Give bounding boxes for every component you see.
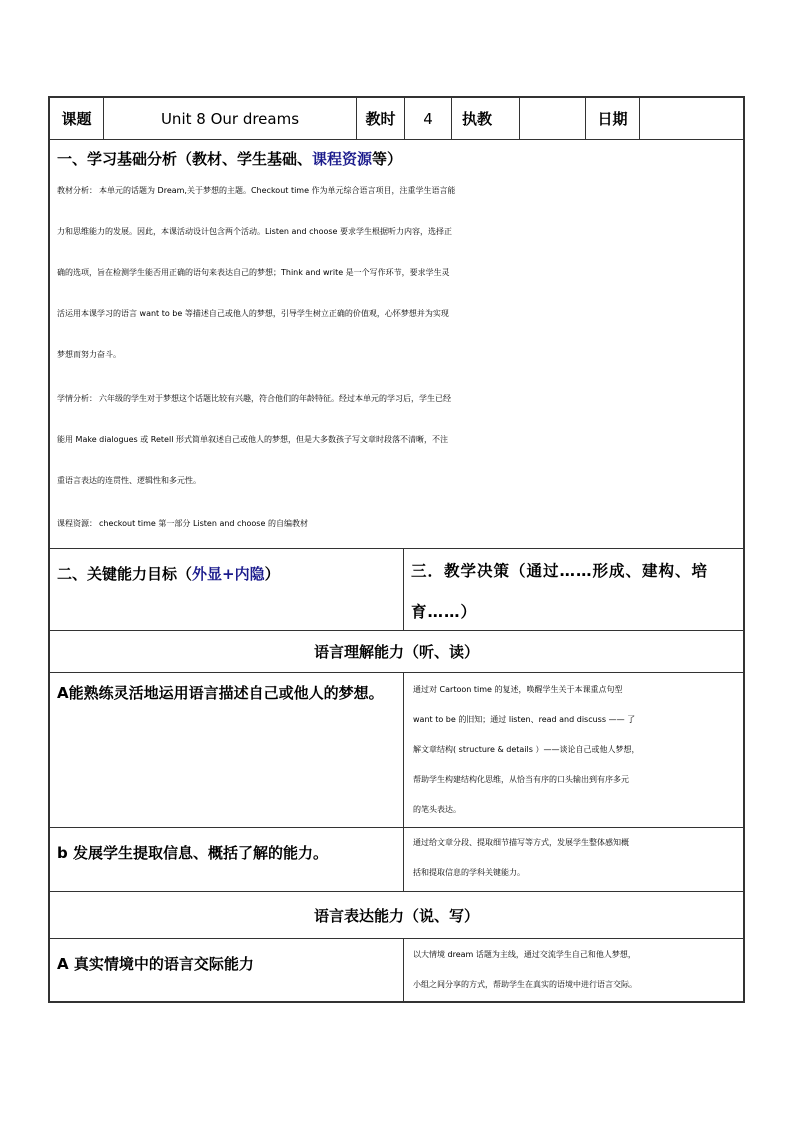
comprehension-goal-a-row xyxy=(50,673,743,828)
expression-strategy-a: 以大情境 dream 话题为主线，通过交流学生自己和他人梦想， 小组之间分享的方式，帮助学生在真实的语境中进行语言交际。 xyxy=(413,950,637,989)
student-analysis: 学情分析： 六年级的学生对于梦想这个话题比较有兴趣，符合他们的年龄特征。经过本单元的学习后，学生已经 能用 Make dialogues 或 Retell 形式简单叙述自己或他人的梦想，但是大多数孩子写文章时段落不清晰，不注 重语言表达的连贯性、逻辑性和多元性。 xyxy=(57,394,451,485)
key-ability-goals-heading: 二、关键能力目标（外显+内隐） xyxy=(57,565,280,583)
date-label: 日期 xyxy=(597,110,628,128)
textbook-analysis: 教材分析： 本单元的话题为 Dream,关于梦想的主题。Checkout time 作为单元综合语言项目，注重学生语言能 力和思维能力的发展。因此，本课活动设计包含两个活动。Listen and choose 要求学生根据听力内容，选择正 确的选项，旨在检测学生能否用正确的语句来表达自己的梦想；Think and write 是一个写作环节，要求学生灵 活运用本课学习的语言 want to be 等描述自己或他人的梦想，引导学生树立正确的价值观，心怀梦想并为实现 梦想而努力奋斗。 xyxy=(57,186,456,359)
date-value xyxy=(640,98,743,139)
comprehension-strategy-b: 通过给文章分段、提取细节描写等方式，发展学生整体感知概 括和提取信息的学科关键能力。 xyxy=(413,838,629,877)
section-basic-analysis xyxy=(50,140,743,549)
course-resources: 课程资源： checkout time 第一部分 Listen and choose 的自编教材 xyxy=(57,519,308,528)
expression-goal-a: A 真实情境中的语言交际能力 xyxy=(57,955,254,973)
language-comprehension-title: 语言理解能力（听、读） xyxy=(313,643,479,661)
hours-value: 4 xyxy=(423,109,433,128)
hours-label: 教时 xyxy=(365,110,396,128)
lesson-title: Unit 8 Our dreams xyxy=(160,109,300,128)
lesson-plan-page xyxy=(48,96,745,1003)
teacher-label: 执教 xyxy=(462,110,493,128)
teacher-value xyxy=(520,98,585,139)
header-row xyxy=(50,98,743,140)
lesson-plan-table xyxy=(48,96,745,1003)
language-expression-title-row xyxy=(50,892,743,939)
comprehension-goal-b-row xyxy=(50,828,743,892)
goals-decisions-header xyxy=(50,549,743,631)
section1-heading: 一、学习基础分析（教材、学生基础、 课程资源 等） xyxy=(57,149,403,168)
expression-goal-a-row xyxy=(50,939,743,1001)
language-expression-title: 语言表达能力（说、写） xyxy=(313,906,479,925)
lesson-label: 课题 xyxy=(61,110,92,128)
comprehension-strategy-a: 通过对 Cartoon time 的复述，唤醒学生关于本课重点句型 want to be 的旧知；通过 listen、read and discuss —— 了 解文章结构( structure & details ）——谈论自己或他人梦想， 帮助学生构建结构化思维，从恰当有序的口头输出到有序多元 的笔头表达。 xyxy=(413,685,640,814)
teaching-decisions-heading: 三．教学决策（通过……形成、建构、培 育……） xyxy=(411,562,709,621)
comprehension-goal-b: b 发展学生提取信息、概括了解的能力。 xyxy=(57,844,328,862)
language-comprehension-title-row xyxy=(50,631,743,673)
comprehension-goal-a: A能熟练灵活地运用语言描述自己或他人的梦想。 xyxy=(57,684,384,702)
course-resources-highlight: 课程资源 xyxy=(312,149,373,168)
explicit-implicit-highlight: 外显+内隐 xyxy=(192,565,265,583)
